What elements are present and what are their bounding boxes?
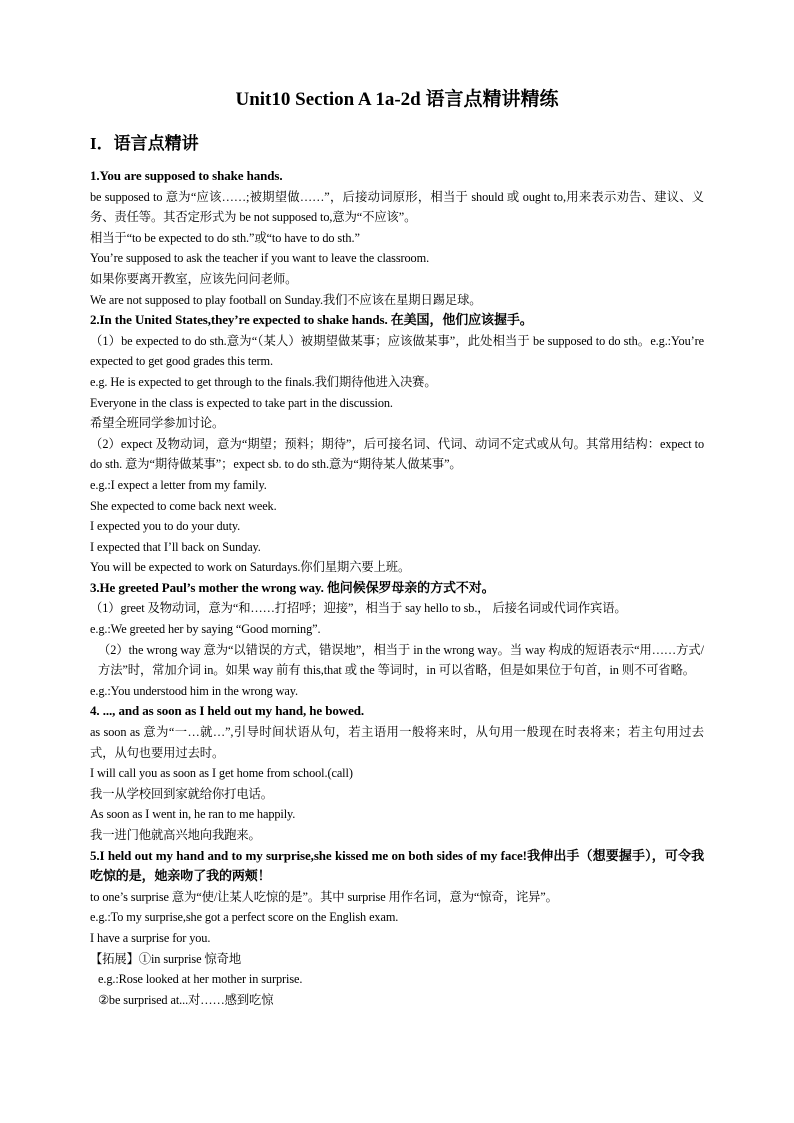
body-paragraph: be supposed to 意为“应该……;被期望做……”，后接动词原形，相当于 should 或 ought to,用来表示劝告、建议、义务、责任等。其否定形式为 be not supposed to,意为“不应该”。 — [90, 189, 704, 225]
body-paragraph: Everyone in the class is expected to take part in the discussion. — [90, 395, 393, 410]
body-paragraph: 【拓展】①in surprise 惊奇地 — [90, 951, 242, 966]
document-page — [90, 84, 704, 1010]
body-paragraph: ②be surprised at...对……感到吃惊 — [98, 992, 274, 1007]
document-title: Unit10 Section A 1a-2d 语言点精讲精练 — [235, 89, 559, 110]
point-heading: 3.He greeted Paul’s mother the wrong way. 他问候保罗母亲的方式不对。 — [90, 579, 495, 595]
body-paragraph: As soon as I went in, he ran to me happily. — [90, 807, 296, 822]
point-heading: 2.In the United States,they’re expected to shake hands. 在美国，他们应该握手。 — [90, 312, 533, 328]
body-paragraph: 希望全班同学参加讨论。 — [90, 416, 225, 431]
body-paragraph: e.g.:We greeted her by saying “Good morning”. — [90, 622, 321, 637]
body-paragraph: e.g. He is expected to get through to the finals.我们期待他进入决赛。 — [90, 374, 437, 389]
body-paragraph: 我一从学校回到家就给你打电话。 — [90, 786, 273, 801]
body-paragraph: You will be expected to work on Saturdays.你们星期六要上班。 — [90, 560, 411, 575]
body-paragraph: as soon as 意为“一…就…”,引导时间状语从句，若主语用一般将来时，从句用一般现在时表将来；若主句用过去式，从句也要用过去时。 — [90, 725, 704, 760]
body-paragraph: I have a surprise for you. — [90, 930, 211, 945]
body-paragraph: （2）expect 及物动词，意为“期望；预料；期待”，后可接名词、代词、动词不定式或从句。其常用结构：expect to do sth. 意为“期待做某事”；expect sb. to do sth.意为“期待某人做某事”。 — [90, 436, 704, 472]
document-body — [90, 166, 704, 1010]
section-heading: I．语言点精讲 — [90, 134, 199, 153]
body-paragraph: to one’s surprise 意为“使/让某人吃惊的是”。其中 surprise 用作名词，意为“惊奇，诧异”。 — [90, 889, 558, 904]
point-heading: 5.I held out my hand and to my surprise,she kissed me on both sides of my face!我伸出手（想要握手），可令我吃惊的是，她亲吻了我的两颊！ — [90, 847, 704, 884]
body-paragraph: e.g.:Rose looked at her mother in surprise. — [98, 972, 303, 987]
body-paragraph: （2）the wrong way 意为“以错误的方式，错误地”，相当于 in the wrong way。当 way 构成的短语表示“用……方式/方法”时，常加介词 in。如果 way 前有 this,that 或 the 等词时，in 可以省略，但是如果位于句首，in 则不可省略。 — [98, 642, 704, 678]
point-heading: 1.You are supposed to shake hands. — [90, 168, 283, 183]
body-paragraph: I expected that I’ll back on Sunday. — [90, 539, 261, 554]
body-paragraph: （1）greet 及物动词，意为“和……打招呼；迎接”，相当于 say hello to sb.， 后接名词或代词作宾语。 — [90, 601, 627, 616]
body-paragraph: You’re supposed to ask the teacher if you want to leave the classroom. — [90, 251, 430, 266]
point-heading: 4. ..., and as soon as I held out my hand, he bowed. — [90, 703, 365, 719]
body-paragraph: I will call you as soon as I get home from school.(call) — [90, 766, 353, 781]
body-paragraph: e.g.:I expect a letter from my family. — [90, 477, 267, 492]
body-paragraph: She expected to come back next week. — [90, 498, 277, 513]
body-paragraph: e.g.:You understood him in the wrong way. — [90, 683, 299, 698]
body-paragraph: 相当于“to be expected to do sth.”或“to have to do sth.” — [90, 230, 360, 245]
body-paragraph: I expected you to do your duty. — [90, 519, 241, 534]
body-paragraph: We are not supposed to play football on Sunday.我们不应该在星期日踢足球。 — [90, 292, 482, 307]
body-paragraph: e.g.:To my surprise,she got a perfect score on the English exam. — [90, 910, 399, 925]
body-paragraph: 我一进门他就高兴地向我跑来。 — [90, 828, 261, 842]
body-paragraph: 如果你要离开教室，应该先问问老师。 — [90, 271, 298, 286]
body-paragraph: （1）be expected to do sth.意为“（某人）被期望做某事；应该做某事”，此处相当于 be supposed to do sth。e.g.:You’re expected to get good grades this term. — [90, 333, 704, 369]
